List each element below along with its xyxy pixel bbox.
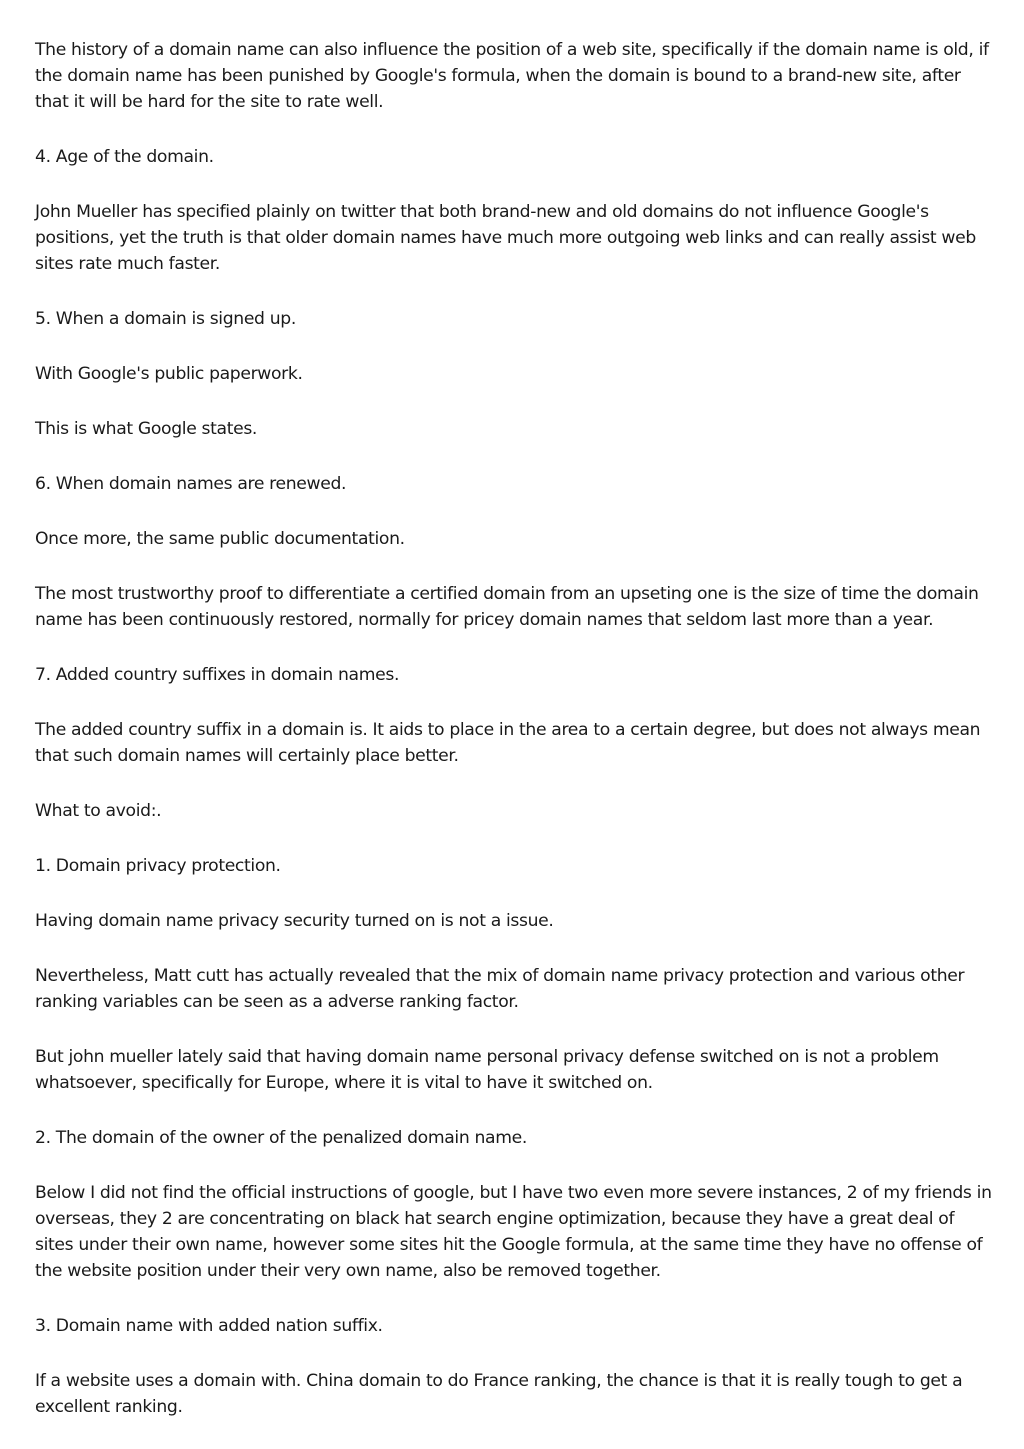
paragraph-black-hat-instances: Below I did not find the official instructions of google, but I have two even more severe instances, 2 of my friends in overseas, they 2 are concentrating on black hat search engine optimization, because they have a great deal of sites under their own name, however some sites hit the Google formula, at the same time they have no offense of the website position under their very own name, also be removed together. [35, 1183, 992, 1281]
heading-domain-privacy: 1. Domain privacy protection. [35, 856, 281, 876]
paragraph-china-domain: If a website uses a domain with. China domain to do France ranking, the chance is that it is really tough to get a excellent ranking. [35, 1371, 963, 1417]
heading-domain-signed-up: 5. When a domain is signed up. [35, 309, 296, 329]
paragraph-john-mueller-privacy: But john mueller lately said that having domain name personal privacy defense switched on is not a problem whatsoever, specifically for Europe, where it is vital to have it switched on. [35, 1047, 939, 1093]
heading-nation-suffix: 3. Domain name with added nation suffix. [35, 1316, 383, 1336]
paragraph-privacy-not-issue: Having domain name privacy security turned on is not a issue. [35, 911, 554, 931]
heading-domain-renewed: 6. When domain names are renewed. [35, 474, 347, 494]
paragraph-public-paperwork: With Google's public paperwork. [35, 364, 303, 384]
paragraph-john-mueller-age: John Mueller has specified plainly on twitter that both brand-new and old domains do not influence Google's positions, yet the truth is that older domain names have much more outgoing web links and can really assist web sites rate much faster. [35, 202, 976, 274]
paragraph-country-suffix: The added country suffix in a domain is. It aids to place in the area to a certain degree, but does not always mean that such domain names will certainly place better. [35, 720, 981, 766]
paragraph-matt-cutt: Nevertheless, Matt cutt has actually revealed that the mix of domain name privacy protection and various other ranking variables can be seen as a adverse ranking factor. [35, 966, 965, 1012]
heading-age-of-domain: 4. Age of the domain. [35, 147, 214, 167]
heading-penalized-owner: 2. The domain of the owner of the penalized domain name. [35, 1128, 527, 1148]
paragraph-trustworthy-proof: The most trustworthy proof to differentiate a certified domain from an upseting one is the size of time the domain name has been continuously restored, normally for pricey domain names that seldom last more than a year. [35, 584, 979, 630]
paragraph-public-documentation: Once more, the same public documentation. [35, 529, 405, 549]
document-body [35, 37, 995, 1449]
heading-country-suffixes: 7. Added country suffixes in domain names. [35, 665, 400, 685]
paragraph-google-states: This is what Google states. [35, 419, 258, 439]
heading-what-to-avoid: What to avoid:. [35, 801, 162, 821]
paragraph-domain-history: The history of a domain name can also influence the position of a web site, specifically if the domain name is old, if the domain name has been punished by Google's formula, when the domain is bound to a brand-new site, after that it will be hard for the site to rate well. [35, 40, 989, 112]
